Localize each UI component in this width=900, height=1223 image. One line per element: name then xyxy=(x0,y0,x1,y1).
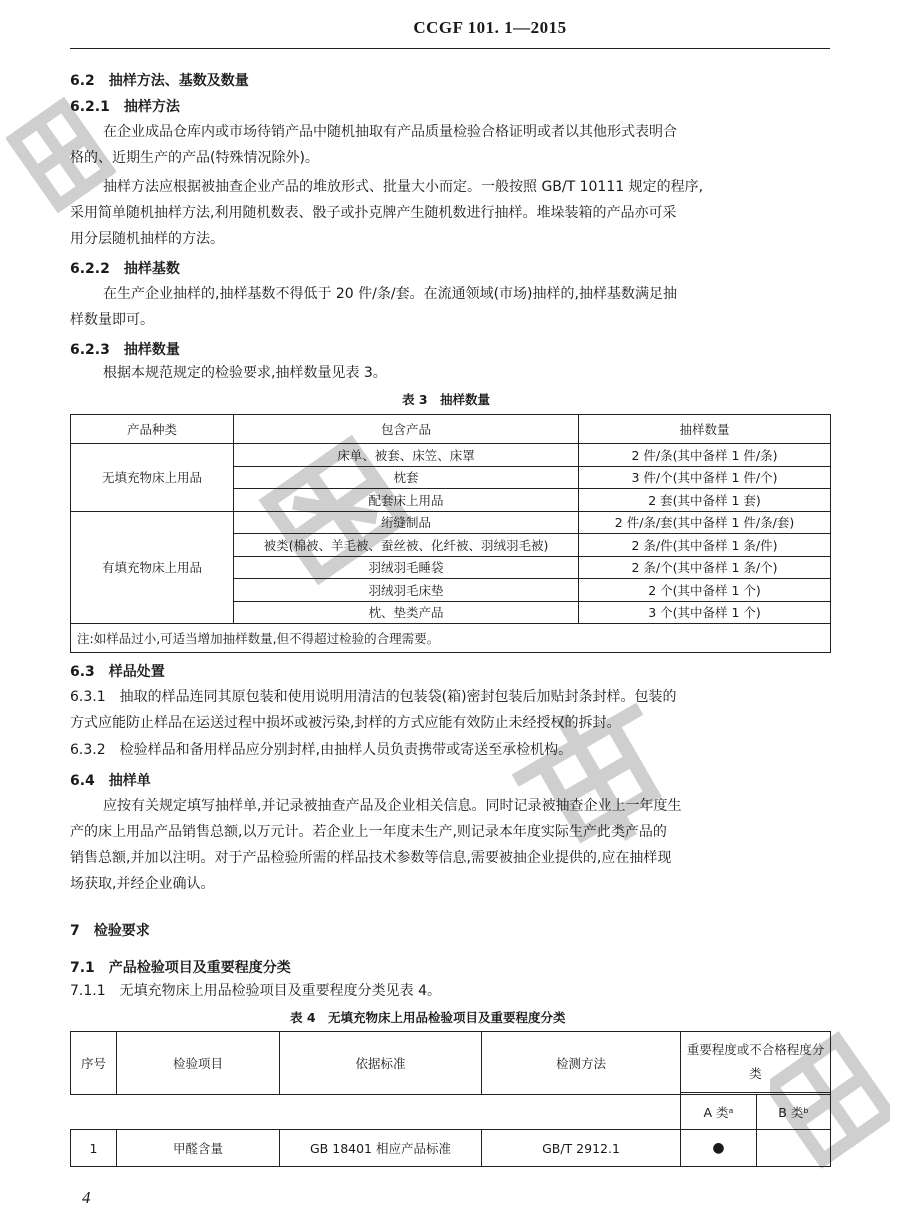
table-3-caption: 表 3 抽样数量 xyxy=(402,392,491,407)
paragraph-line: 6.3.1 抽取的样品连同其原包装和使用说明用清洁的包装袋(箱)密封包装后加贴封条封样。包装的 xyxy=(70,689,677,705)
category-cell: 有填充物床上用品 xyxy=(71,511,234,624)
heading-6-4: 6.4 抽样单 xyxy=(70,773,151,789)
header-rule xyxy=(70,48,830,49)
quantity-cell: 3 件/个(其中备样 1 件/个) xyxy=(579,466,831,489)
paragraph-line: 抽样方法应根据被抽查企业产品的堆放形式、批量大小而定。一般按照 GB/T 10111 规定的程序, xyxy=(103,179,704,195)
paragraph-line: 产的床上用品产品销售总额,以万元计。若企业上一年度未生产,则记录本年度实际生产此类产品的 xyxy=(70,824,667,840)
inspection-items-table xyxy=(70,1031,831,1167)
paragraph-line: 7.1.1 无填充物床上用品检验项目及重要程度分类见表 4。 xyxy=(70,983,441,999)
quantity-cell: 2 条/个(其中备样 1 条/个) xyxy=(579,556,831,579)
heading-6-2-3: 6.2.3 抽样数量 xyxy=(70,342,180,358)
paragraph-line: 格的、近期生产的产品(特殊情况除外)。 xyxy=(70,150,319,166)
paragraph-line: 用分层随机抽样的方法。 xyxy=(70,231,224,247)
product-cell: 枕、垫类产品 xyxy=(234,601,579,624)
table-header: 检验项目 xyxy=(117,1032,280,1095)
table-header: 检测方法 xyxy=(482,1032,681,1095)
paragraph-line: 6.3.2 检验样品和备用样品应分别封样,由抽样人员负责携带或寄送至承检机构。 xyxy=(70,742,573,758)
table-spacer xyxy=(71,1095,681,1130)
table-cell: GB 18401 相应产品标准 xyxy=(280,1130,482,1167)
table-note: 注:如样品过小,可适当增加抽样数量,但不得超过检验的合理需要。 xyxy=(71,624,831,653)
class-b-mark xyxy=(757,1130,831,1167)
category-cell: 无填充物床上用品 xyxy=(71,444,234,512)
quantity-cell: 3 个(其中备样 1 个) xyxy=(579,601,831,624)
quantity-cell: 2 件/条(其中备样 1 件/条) xyxy=(579,444,831,467)
table-header: B 类ᵇ xyxy=(757,1095,831,1130)
table-cell: GB/T 2912.1 xyxy=(482,1130,681,1167)
heading-6-2-2: 6.2.2 抽样基数 xyxy=(70,261,180,277)
paragraph-line: 方式应能防止样品在运送过程中损坏或被污染,封样的方式应能有效防止未经授权的拆封。 xyxy=(70,715,621,731)
paragraph-line: 根据本规范规定的检验要求,抽样数量见表 3。 xyxy=(103,365,387,381)
paragraph-line: 应按有关规定填写抽样单,并记录被抽查产品及企业相关信息。同时记录被抽查企业上一年度生 xyxy=(103,798,682,814)
paragraph-line: 在企业成品仓库内或市场待销产品中随机抽取有产品质量检验合格证明或者以其他形式表明合 xyxy=(103,124,677,140)
sampling-quantity-table xyxy=(70,414,831,653)
heading-7-1: 7.1 产品检验项目及重要程度分类 xyxy=(70,960,291,976)
product-cell: 被类(棉被、羊毛被、蚕丝被、化纤被、羽绒羽毛被) xyxy=(234,534,579,557)
table-header: 产品种类 xyxy=(71,415,234,444)
page-number: 4 xyxy=(82,1188,91,1207)
product-cell: 羽绒羽毛睡袋 xyxy=(234,556,579,579)
product-cell: 配套床上用品 xyxy=(234,489,579,512)
paragraph-line: 销售总额,并加以注明。对于产品检验所需的样品技术参数等信息,需要被抽企业提供的,应在抽样现 xyxy=(70,850,672,866)
table-4-caption: 表 4 无填充物床上用品检验项目及重要程度分类 xyxy=(290,1010,566,1025)
table-header: 依据标准 xyxy=(280,1032,482,1095)
table-header: 序号 xyxy=(71,1032,117,1095)
table-header: A 类ᵃ xyxy=(681,1095,757,1130)
quantity-cell: 2 个(其中备样 1 个) xyxy=(579,579,831,602)
class-a-mark: ● xyxy=(681,1130,757,1167)
quantity-cell: 2 件/条/套(其中备样 1 件/条/套) xyxy=(579,511,831,534)
table-header: 包含产品 xyxy=(234,415,579,444)
table-header: 重要程度或不合格程度分类 xyxy=(681,1032,831,1093)
heading-6-3: 6.3 样品处置 xyxy=(70,664,165,680)
table-cell: 甲醛含量 xyxy=(117,1130,280,1167)
product-cell: 绗缝制品 xyxy=(234,511,579,534)
heading-6-2-1: 6.2.1 抽样方法 xyxy=(70,99,180,115)
product-cell: 羽绒羽毛床垫 xyxy=(234,579,579,602)
product-cell: 枕套 xyxy=(234,466,579,489)
paragraph-line: 样数量即可。 xyxy=(70,312,154,328)
table-cell: 1 xyxy=(71,1130,117,1167)
paragraph-line: 场获取,并经企业确认。 xyxy=(70,876,215,892)
document-code: CCGF 101. 1—2015 xyxy=(413,18,567,37)
paragraph-line: 在生产企业抽样的,抽样基数不得低于 20 件/条/套。在流通领域(市场)抽样的,抽样基数满足抽 xyxy=(103,286,677,302)
product-cell: 床单、被套、床笠、床罩 xyxy=(234,444,579,467)
heading-6-2: 6.2 抽样方法、基数及数量 xyxy=(70,73,249,89)
heading-7: 7 检验要求 xyxy=(70,923,150,939)
paragraph-line: 采用简单随机抽样方法,利用随机数表、骰子或扑克牌产生随机数进行抽样。堆垛装箱的产品亦可采 xyxy=(70,205,677,221)
table-header: 抽样数量 xyxy=(579,415,831,444)
quantity-cell: 2 套(其中备样 1 套) xyxy=(579,489,831,512)
quantity-cell: 2 条/件(其中备样 1 条/件) xyxy=(579,534,831,557)
